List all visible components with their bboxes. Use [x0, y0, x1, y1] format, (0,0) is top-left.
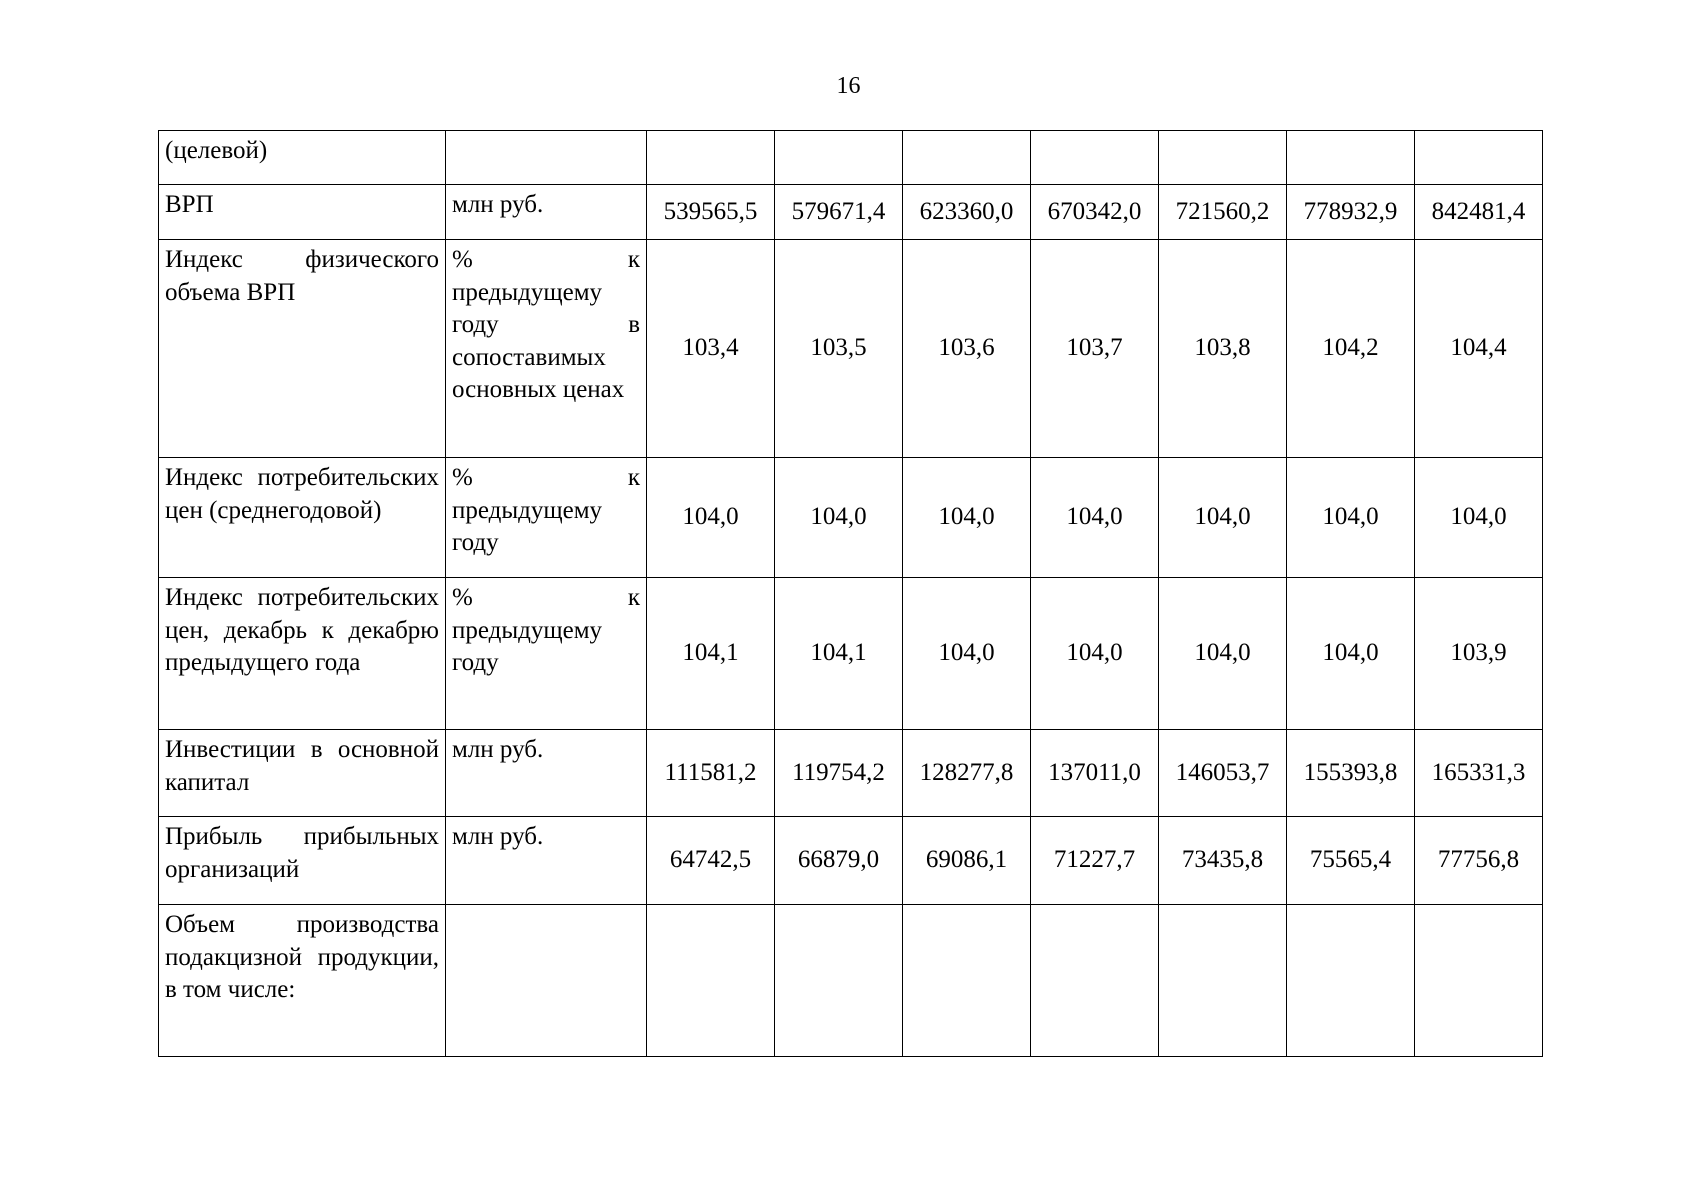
table-row — [159, 458, 1543, 578]
table-row — [159, 817, 1543, 905]
indicator-name: Индекс физического объема ВРП — [159, 240, 446, 458]
value-cell: 75565,4 — [1287, 817, 1415, 905]
value-cell: 778932,9 — [1287, 185, 1415, 240]
value-cell: 104,0 — [775, 458, 903, 578]
value-cell — [1159, 905, 1287, 1057]
value-cell: 146053,7 — [1159, 730, 1287, 817]
value-cell: 103,5 — [775, 240, 903, 458]
value-cell: 104,0 — [1031, 578, 1159, 730]
table-row — [159, 185, 1543, 240]
page-number: 16 — [836, 73, 861, 99]
indicator-unit: % к предыдущему году — [446, 578, 647, 730]
value-cell: 104,0 — [1287, 578, 1415, 730]
table-row — [159, 131, 1543, 185]
value-cell: 104,0 — [1159, 458, 1287, 578]
value-cell: 119754,2 — [775, 730, 903, 817]
indicator-name: Индекс потребительских цен (среднегодовой) — [159, 458, 446, 578]
value-cell — [903, 905, 1031, 1057]
value-cell: 104,1 — [647, 578, 775, 730]
value-cell: 155393,8 — [1287, 730, 1415, 817]
value-cell: 104,1 — [775, 578, 903, 730]
table-row — [159, 578, 1543, 730]
indicator-name: Прибыль прибыльных организаций — [159, 817, 446, 905]
indicator-unit: млн руб. — [446, 185, 647, 240]
table-row — [159, 905, 1543, 1057]
indicator-name: ВРП — [159, 185, 446, 240]
value-cell: 103,4 — [647, 240, 775, 458]
value-cell: 73435,8 — [1159, 817, 1287, 905]
value-cell: 104,0 — [1415, 458, 1543, 578]
value-cell — [1031, 131, 1159, 185]
value-cell: 103,7 — [1031, 240, 1159, 458]
value-cell — [647, 905, 775, 1057]
indicators-table — [158, 130, 1543, 1057]
value-cell: 77756,8 — [1415, 817, 1543, 905]
value-cell: 66879,0 — [775, 817, 903, 905]
value-cell — [1415, 905, 1543, 1057]
table-row — [159, 730, 1543, 817]
value-cell: 104,2 — [1287, 240, 1415, 458]
value-cell — [903, 131, 1031, 185]
value-cell: 111581,2 — [647, 730, 775, 817]
value-cell: 104,0 — [903, 578, 1031, 730]
value-cell — [1159, 131, 1287, 185]
value-cell: 104,0 — [1031, 458, 1159, 578]
value-cell: 670342,0 — [1031, 185, 1159, 240]
value-cell: 842481,4 — [1415, 185, 1543, 240]
value-cell — [647, 131, 775, 185]
value-cell — [775, 905, 903, 1057]
value-cell: 71227,7 — [1031, 817, 1159, 905]
indicator-name: Объем производства подакцизной продукции, в том числе: — [159, 905, 446, 1057]
value-cell: 104,0 — [647, 458, 775, 578]
value-cell: 104,0 — [903, 458, 1031, 578]
value-cell: 103,9 — [1415, 578, 1543, 730]
indicator-name: Инвестиции в основной капитал — [159, 730, 446, 817]
value-cell: 104,4 — [1415, 240, 1543, 458]
value-cell — [1287, 131, 1415, 185]
indicator-unit: млн руб. — [446, 817, 647, 905]
indicator-unit: млн руб. — [446, 730, 647, 817]
value-cell: 128277,8 — [903, 730, 1031, 817]
value-cell: 104,0 — [1159, 578, 1287, 730]
value-cell: 623360,0 — [903, 185, 1031, 240]
value-cell — [1287, 905, 1415, 1057]
value-cell: 165331,3 — [1415, 730, 1543, 817]
value-cell: 103,6 — [903, 240, 1031, 458]
indicator-unit: % к предыдущему году в сопоставимых основных ценах — [446, 240, 647, 458]
value-cell: 69086,1 — [903, 817, 1031, 905]
value-cell — [775, 131, 903, 185]
value-cell — [1415, 131, 1543, 185]
value-cell: 579671,4 — [775, 185, 903, 240]
indicator-name: Индекс потребительских цен, декабрь к декабрю предыдущего года — [159, 578, 446, 730]
indicator-name: (целевой) — [159, 131, 446, 185]
value-cell: 721560,2 — [1159, 185, 1287, 240]
value-cell: 539565,5 — [647, 185, 775, 240]
indicator-unit: % к предыдущему году — [446, 458, 647, 578]
table-row — [159, 240, 1543, 458]
indicator-unit — [446, 131, 647, 185]
value-cell: 103,8 — [1159, 240, 1287, 458]
value-cell: 104,0 — [1287, 458, 1415, 578]
indicator-unit — [446, 905, 647, 1057]
value-cell: 137011,0 — [1031, 730, 1159, 817]
value-cell — [1031, 905, 1159, 1057]
value-cell: 64742,5 — [647, 817, 775, 905]
